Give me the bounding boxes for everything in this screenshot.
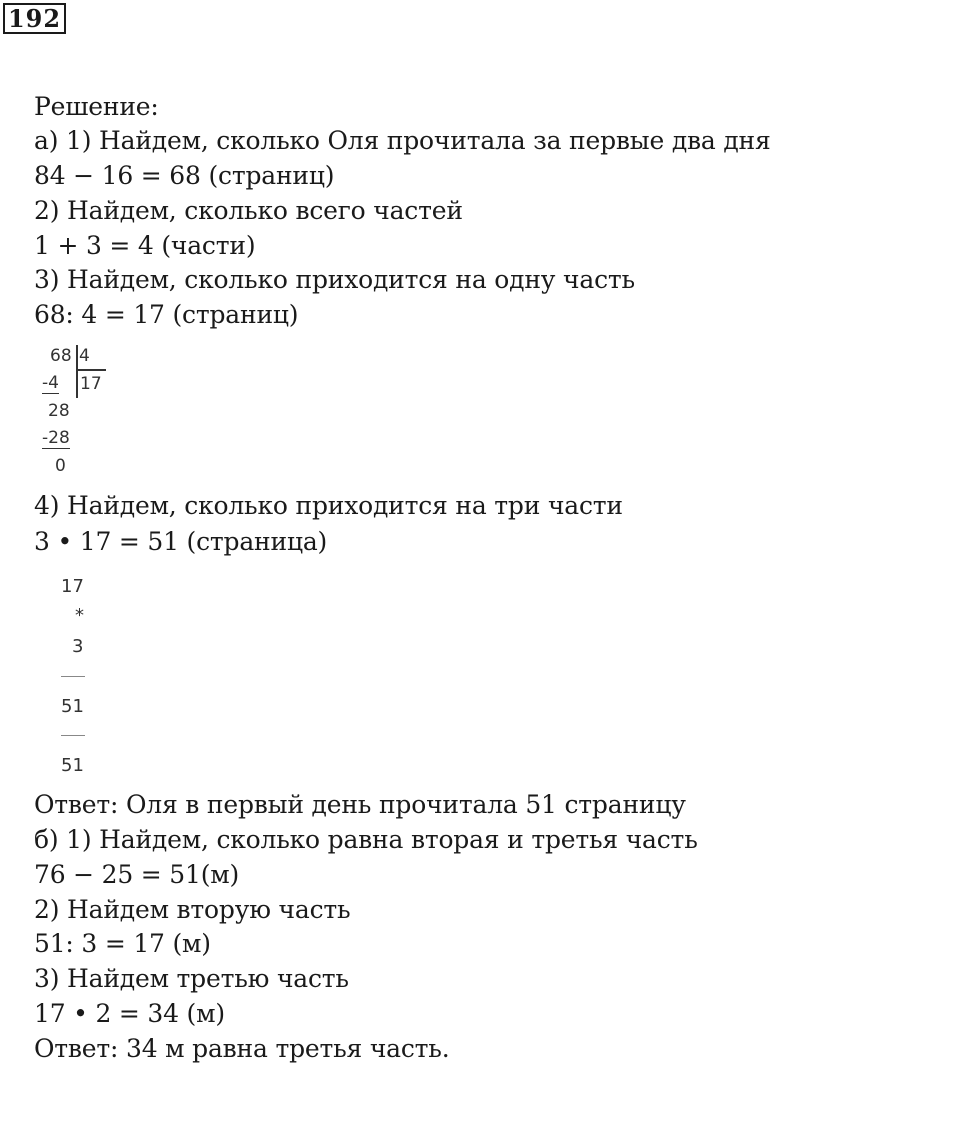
division-quotient: 17 (80, 374, 102, 394)
answer-line: Ответ: 34 м равна третья часть. (34, 1034, 450, 1063)
mult-partial: 51 (61, 696, 84, 717)
division-bar (76, 345, 78, 398)
solution-line: 2) Найдем вторую часть (34, 895, 351, 924)
division-dividend: 68 (50, 346, 72, 366)
mult-factor-b: 3 (72, 636, 84, 657)
solution-heading: Решение: (34, 92, 159, 121)
division-quotient-line (76, 369, 106, 371)
division-remainder-2: 0 (55, 456, 66, 476)
solution-line: 3) Найдем третью часть (34, 964, 349, 993)
solution-line: 2) Найдем, сколько всего частей (34, 196, 463, 225)
solution-line: 51: 3 = 17 (м) (34, 929, 211, 958)
mult-line-1 (61, 676, 85, 677)
division-subtract-2: -28 (42, 428, 70, 448)
solution-line: 3 • 17 = 51 (страница) (34, 527, 328, 556)
division-remainder-1: 28 (48, 401, 70, 421)
division-subtract-1: -4 (42, 373, 59, 393)
mult-line-2 (61, 735, 85, 736)
solution-line: 17 • 2 = 34 (м) (34, 999, 225, 1028)
division-divisor: 4 (79, 346, 90, 366)
mult-result: 51 (61, 755, 84, 776)
mult-factor-a: 17 (61, 576, 84, 597)
answer-line: Ответ: Оля в первый день прочитала 51 страницу (34, 790, 686, 819)
solution-line: 68: 4 = 17 (страниц) (34, 300, 299, 329)
mult-operator: * (75, 605, 84, 626)
solution-line: 1 + 3 = 4 (части) (34, 231, 256, 260)
task-number-badge: 192 (3, 3, 66, 34)
solution-line: б) 1) Найдем, сколько равна вторая и третья часть (34, 825, 698, 854)
solution-line: 84 − 16 = 68 (страниц) (34, 161, 335, 190)
solution-line: 3) Найдем, сколько приходится на одну часть (34, 265, 635, 294)
solution-line: 4) Найдем, сколько приходится на три части (34, 491, 623, 520)
solution-line: 76 − 25 = 51(м) (34, 860, 240, 889)
solution-line: а) 1) Найдем, сколько Оля прочитала за первые два дня (34, 126, 771, 155)
